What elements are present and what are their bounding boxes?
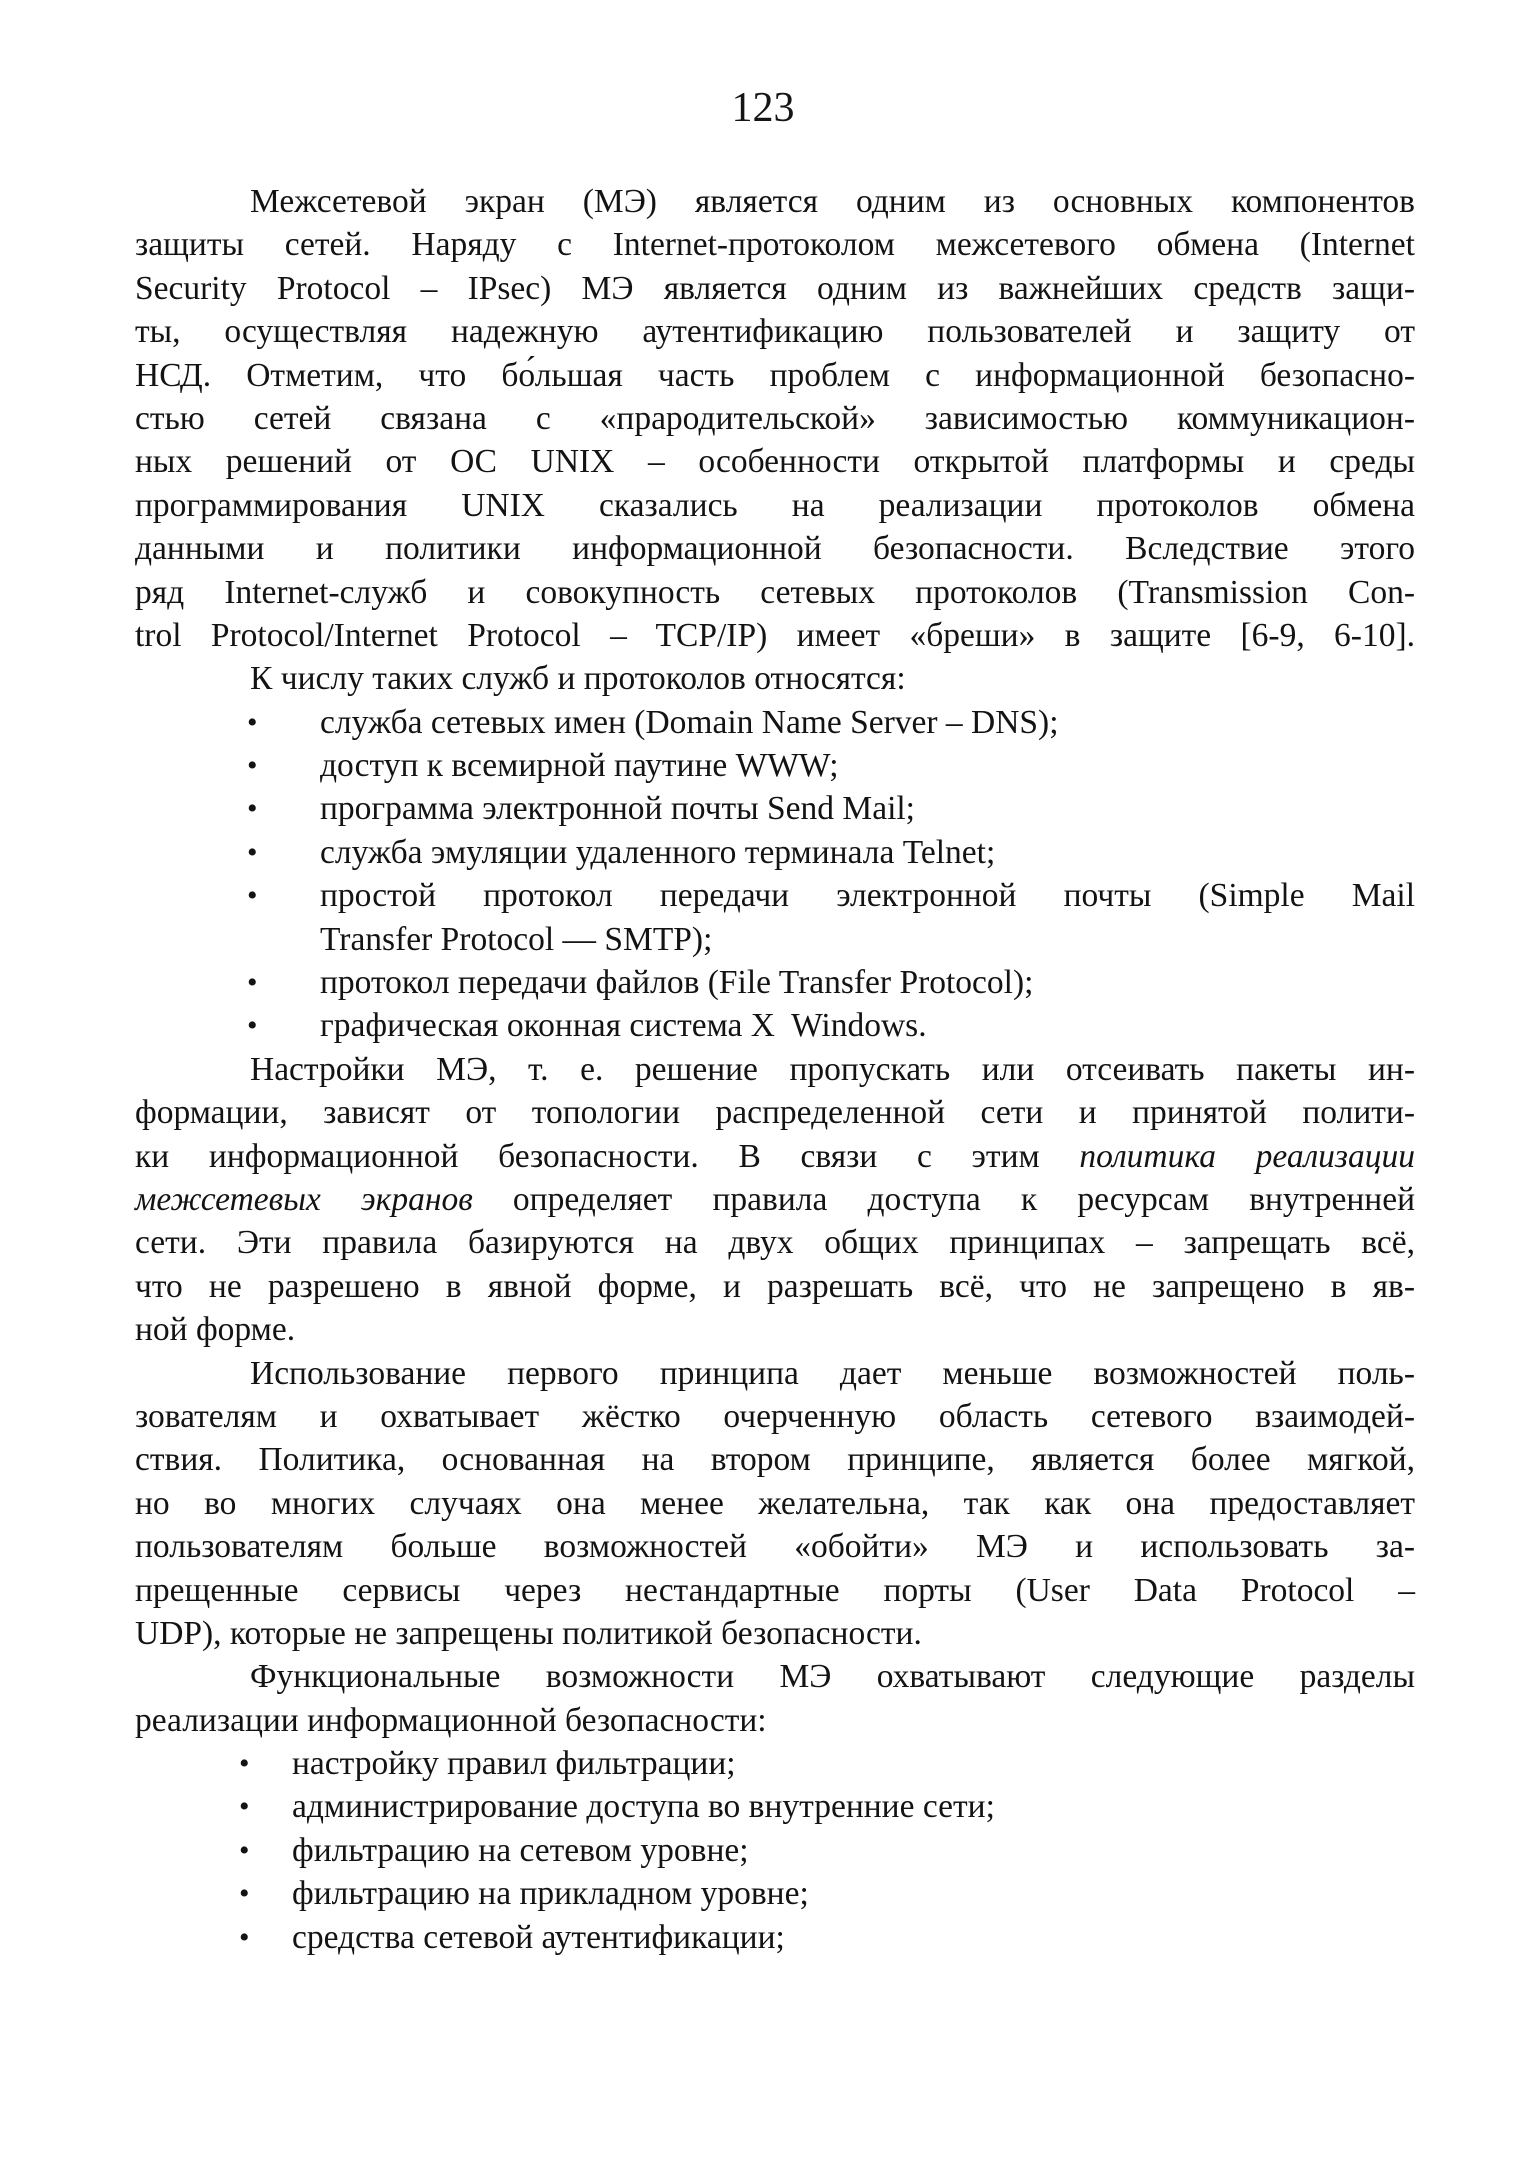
text-line-content [135, 1438, 1415, 1481]
text-line [135, 701, 1415, 744]
text-line [135, 1048, 1415, 1091]
text-line-content [135, 1569, 1415, 1612]
text-line-content [320, 744, 1415, 787]
text-line-content [292, 1742, 1415, 1785]
bullet-marker-icon: • [247, 705, 258, 739]
bullet-marker-icon: • [247, 1009, 258, 1043]
text-line [135, 1395, 1415, 1438]
text-line-content [250, 1655, 1415, 1698]
text-line [135, 267, 1415, 310]
text-line-content [320, 961, 1415, 1004]
text-line-content [135, 1265, 1415, 1308]
text-line [135, 1872, 1415, 1915]
text-line [135, 1352, 1415, 1395]
text-segment: формации, зависят от топологии распределенной сети и принятой полити- [135, 1094, 1415, 1132]
text-segment: НСД. Отметим, что бо́льшая часть проблем с информационной безопасно- [135, 356, 1415, 394]
text-line-content [320, 874, 1415, 917]
body-text [135, 180, 1415, 1959]
text-line [135, 1525, 1415, 1568]
text-line-content [135, 614, 1415, 657]
text-segment: ты, осуществляя надежную аутентификацию пользователей и защиту от [135, 313, 1415, 351]
text-segment: ствия. Политика, основанная на втором принципе, является более мягкой, [135, 1441, 1415, 1479]
text-segment: trol Protocol/Internet Protocol – TCP/IP) имеет «бреши» в защите [6-9, 6-10]. [135, 616, 1415, 654]
text-line [135, 310, 1415, 353]
text-line-content [135, 310, 1415, 353]
text-line [135, 571, 1415, 614]
text-line-content [250, 657, 1415, 700]
text-line [135, 1785, 1415, 1828]
text-line [135, 918, 1415, 961]
text-line [135, 527, 1415, 570]
text-segment: Security Protocol – IPsec) МЭ является одним из важнейших средств защи- [135, 269, 1415, 307]
text-line [135, 1916, 1415, 1959]
text-segment: средства сетевой аутентификации; [292, 1918, 785, 1956]
text-segment: ки информационной безопасности. В связи с этим [135, 1137, 1080, 1175]
text-segment: Настройки МЭ, т. е. решение пропускать или отсеивать пакеты ин- [250, 1050, 1415, 1088]
text-line [135, 180, 1415, 223]
text-segment: UDP), которые не запрещены политикой безопасности. [135, 1614, 922, 1652]
text-segment: стью сетей связана с «прародительской» зависимостью коммуникацион- [135, 399, 1415, 437]
text-segment: Использование первого принципа дает меньше возможностей поль- [250, 1354, 1415, 1392]
text-line-content [135, 484, 1415, 527]
text-line [135, 1091, 1415, 1134]
text-line-content [250, 1352, 1415, 1395]
text-line-content [292, 1872, 1415, 1915]
text-line [135, 440, 1415, 483]
text-line [135, 1135, 1415, 1178]
text-line-content [292, 1916, 1415, 1959]
text-segment: сети. Эти правила базируются на двух общих принципах – запрещать всё, [135, 1224, 1415, 1262]
text-segment: ных решений от ОС UNIX – особенности открытой платформы и среды [135, 443, 1415, 481]
text-line [135, 874, 1415, 917]
text-segment: программирования UNIX сказались на реализации протоколов обмена [135, 486, 1415, 524]
text-line-content [135, 1308, 1415, 1351]
text-line [135, 657, 1415, 700]
text-segment: простой протокол передачи электронной почты (Simple Mail [320, 877, 1415, 915]
text-line [135, 744, 1415, 787]
bullet-marker-icon: • [239, 1790, 250, 1824]
text-line [135, 1699, 1415, 1742]
text-line-content [292, 1785, 1415, 1828]
bullet-marker-icon: • [247, 792, 258, 826]
text-line [135, 1178, 1415, 1221]
page-number: 123 [731, 85, 795, 131]
bullet-marker-icon: • [239, 1877, 250, 1911]
text-line-content [135, 1525, 1415, 1568]
text-line-content [135, 354, 1415, 397]
text-segment: графическая оконная система X Windows. [320, 1007, 927, 1045]
text-segment: ряд Internet-служб и совокупность сетевых протоколов (Transmission Con- [135, 573, 1415, 611]
text-line-content [135, 1091, 1415, 1134]
text-line-content [135, 1178, 1415, 1221]
text-line-content [320, 918, 1415, 961]
text-line-content [135, 223, 1415, 266]
text-line [135, 1004, 1415, 1047]
bullet-marker-icon: • [247, 835, 258, 869]
bullet-marker-icon: • [247, 966, 258, 1000]
text-line-content [135, 527, 1415, 570]
text-line [135, 1482, 1415, 1525]
text-line [135, 1265, 1415, 1308]
bullet-marker-icon: • [239, 1833, 250, 1867]
text-line-content [135, 1221, 1415, 1264]
text-line [135, 614, 1415, 657]
text-line-content [135, 1612, 1415, 1655]
text-line-content [135, 397, 1415, 440]
text-line [135, 1569, 1415, 1612]
text-segment: Функциональные возможности МЭ охватывают следующие разделы [250, 1658, 1415, 1696]
text-line-content [135, 1395, 1415, 1438]
text-line [135, 787, 1415, 830]
text-line [135, 831, 1415, 874]
text-segment: администрирование доступа во внутренние сети; [292, 1788, 995, 1826]
italic-text-segment: политика реализации [1079, 1137, 1416, 1175]
bullet-marker-icon: • [247, 749, 258, 783]
text-line-content [135, 1699, 1415, 1742]
text-segment: К числу таких служб и протоколов относятся: [250, 660, 906, 698]
text-line-content [135, 267, 1415, 310]
text-line [135, 1829, 1415, 1872]
text-line [135, 354, 1415, 397]
text-line [135, 1438, 1415, 1481]
text-line [135, 397, 1415, 440]
text-segment: данными и политики информационной безопасности. Вследствие этого [135, 530, 1415, 568]
text-segment: определяет правила доступа к ресурсам внутренней [472, 1180, 1416, 1218]
text-line-content [292, 1829, 1415, 1872]
text-line-content [320, 701, 1415, 744]
text-line [135, 223, 1415, 266]
text-line-content [320, 1004, 1415, 1047]
text-segment: но во многих случаях она менее желательна, так как она предоставляет [135, 1484, 1415, 1522]
text-line-content [135, 571, 1415, 614]
bullet-marker-icon: • [239, 1920, 250, 1954]
text-line-content [135, 1482, 1415, 1525]
text-segment: служба сетевых имен (Domain Name Server – DNS); [320, 703, 1059, 741]
text-line [135, 484, 1415, 527]
text-line-content [320, 831, 1415, 874]
text-segment: что не разрешено в явной форме, и разрешать всё, что не запрещено в яв- [135, 1267, 1415, 1305]
text-line-content [250, 1048, 1415, 1091]
text-line-content [250, 180, 1415, 223]
text-line-content [135, 1135, 1415, 1178]
text-segment: ной форме. [135, 1311, 296, 1349]
text-segment: фильтрацию на прикладном уровне; [292, 1875, 809, 1913]
italic-text-segment: межсетевых экранов [135, 1180, 473, 1218]
text-line-content [135, 440, 1415, 483]
text-line [135, 1742, 1415, 1785]
text-line [135, 961, 1415, 1004]
text-segment: протокол передачи файлов (File Transfer Protocol); [320, 964, 1034, 1002]
text-line [135, 1308, 1415, 1351]
text-segment: доступ к всемирной паутине WWW; [320, 747, 839, 785]
text-segment: зователям и охватывает жёстко очерченную область сетевого взаимодей- [135, 1397, 1415, 1435]
text-segment: фильтрацию на сетевом уровне; [292, 1831, 749, 1869]
text-line-content [320, 787, 1415, 830]
text-segment: прещенные сервисы через нестандартные порты (User Data Protocol – [135, 1571, 1415, 1609]
text-line [135, 1221, 1415, 1264]
text-segment: пользователям больше возможностей «обойти» МЭ и использовать за- [135, 1528, 1415, 1566]
text-line [135, 1655, 1415, 1698]
text-line [135, 1612, 1415, 1655]
text-segment: Межсетевой экран (МЭ) является одним из основных компонентов [250, 183, 1415, 220]
bullet-marker-icon: • [247, 879, 258, 913]
bullet-marker-icon: • [239, 1747, 250, 1781]
text-segment: служба эмуляции удаленного терминала Telnet; [320, 833, 996, 871]
text-segment: Transfer Protocol — SMTP); [320, 920, 713, 958]
text-segment: настройку правил фильтрации; [292, 1745, 736, 1783]
text-segment: защиты сетей. Наряду с Internet-протоколом межсетевого обмена (Internet [135, 226, 1415, 264]
text-segment: реализации информационной безопасности: [135, 1701, 767, 1739]
text-segment: программа электронной почты Send Mail; [320, 790, 915, 828]
